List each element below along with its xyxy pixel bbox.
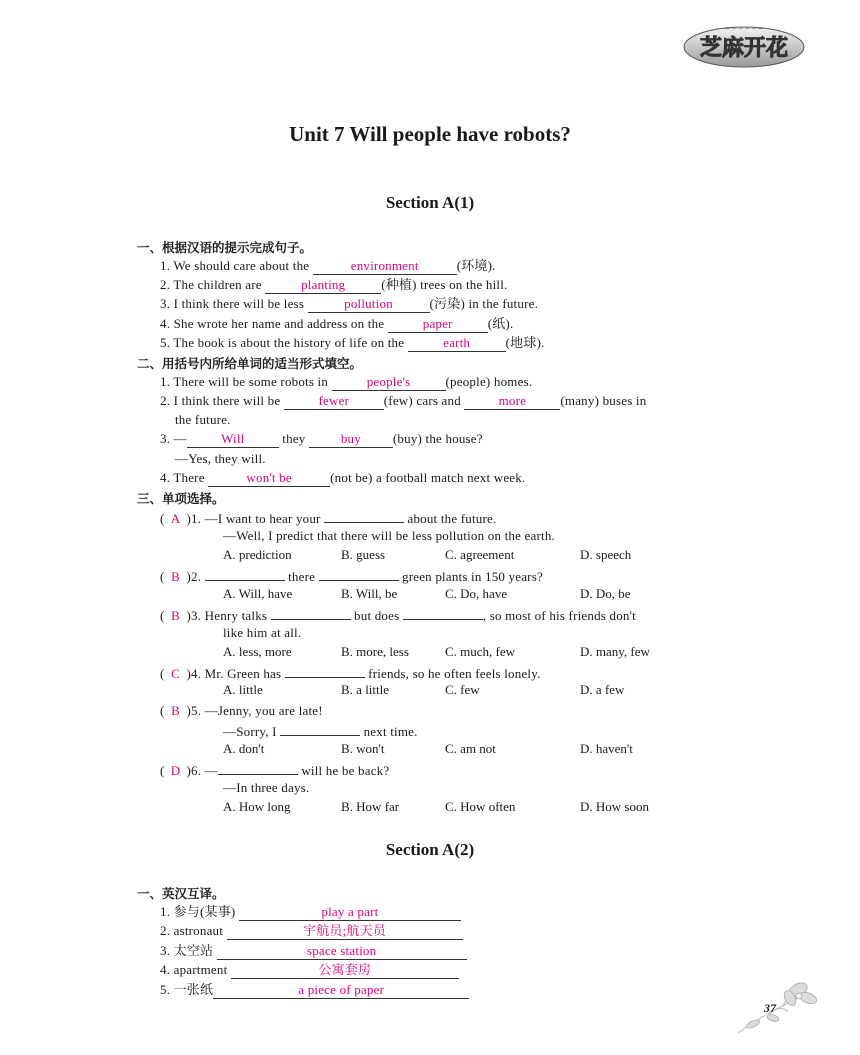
unit-title: Unit 7 Will people have robots? (289, 122, 571, 146)
option-c: C. few (445, 682, 480, 697)
option-d: D. haven't (580, 741, 633, 756)
option-b: B. Will, be (341, 586, 398, 601)
option-a: A. How long (223, 799, 291, 814)
translation-item-5: 5. 一张纸 a piece of paper (160, 981, 469, 999)
option-c: C. How often (445, 799, 516, 814)
answer-blank: play a part (239, 904, 461, 921)
mc-question-5: ( B )5. —Jenny, you are late! (160, 703, 323, 718)
part1-heading: 一、根据汉语的提示完成句子。 (137, 240, 313, 255)
answer-blank: space station (217, 943, 467, 960)
svg-text:芝麻开花: 芝麻开花 (699, 36, 789, 61)
mc-question-3: ( B )3. Henry talks but does , so most of his friends don't (160, 605, 636, 625)
answer-blank: more (464, 393, 560, 410)
page-number: 37 (764, 1001, 776, 1015)
part2-heading: 二、用括号内所给单词的适当形式填空。 (137, 356, 363, 371)
answer-blank: buy (309, 431, 393, 448)
choice-answer: B (171, 703, 180, 718)
option-d: D. How soon (580, 799, 649, 814)
p2-item-3: 3. — Will they buy (buy) the house? (160, 431, 483, 446)
mc-question-1: ( A )1. —I want to hear your about the future. (160, 508, 496, 528)
answer-blank: 宇航员;航天员 (227, 923, 463, 940)
option-b: B. more, less (341, 644, 409, 659)
option-a: A. prediction (223, 547, 292, 562)
translation-item-4: 4. apartment 公寓套房 (160, 961, 459, 979)
translation-item-1: 1. 参与(某事) play a part (160, 903, 461, 921)
option-a: A. little (223, 682, 263, 697)
choice-answer: B (171, 608, 180, 623)
option-a: A. Will, have (223, 586, 293, 601)
p1-item-4: 4. She wrote her name and address on the paper (纸). (160, 316, 514, 331)
mc-question-2: ( B )2. there green plants in 150 years? (160, 566, 543, 586)
option-d: D. Do, be (580, 586, 631, 601)
section-a1-title: Section A(1) (385, 193, 475, 212)
option-c: C. much, few (445, 644, 516, 659)
answer-blank: 公寓套房 (231, 962, 459, 979)
option-b: B. a little (341, 682, 390, 697)
answer-blank: earth (408, 335, 506, 352)
part3-heading: 三、单项选择。 (137, 491, 225, 506)
mc-question-1-line2: —Well, I predict that there will be less pollution on the earth. (223, 528, 555, 543)
choice-answer: B (171, 569, 180, 584)
svg-text:— — — — — —: — — — — — — (725, 26, 763, 32)
mc-question-4: ( C )4. Mr. Green has friends, so he often feels lonely. (160, 663, 541, 683)
section-a2-title: Section A(2) (385, 840, 475, 859)
option-b: B. won't (341, 741, 385, 756)
option-a: A. don't (223, 741, 265, 756)
answer-blank: fewer (284, 393, 384, 410)
p1-item-5: 5. The book is about the history of life on the earth (地球). (160, 335, 545, 350)
answer-blank: paper (388, 316, 488, 333)
answer-blank: won't be (208, 470, 330, 487)
p2-item-4: 4. There won't be (not be) a football match next week. (160, 470, 526, 485)
mc-question-6-line2: —In three days. (223, 780, 310, 795)
p2-item-1: 1. There will be some robots in people's (people) homes. (160, 374, 533, 389)
option-c: C. agreement (445, 547, 515, 562)
answer-blank: pollution (308, 296, 430, 313)
mc-question-3-line2: like him at all. (223, 625, 302, 640)
option-a: A. less, more (223, 644, 292, 659)
translation-item-2: 2. astronaut 宇航员;航天员 (160, 922, 463, 940)
p1-item-3: 3. I think there will be less pollution (污染) in the future. (160, 296, 539, 311)
choice-answer: A (170, 511, 181, 526)
floral-decoration-icon (728, 968, 828, 1038)
answer-blank: a piece of paper (213, 982, 469, 999)
option-d: D. speech (580, 547, 632, 562)
answer-blank: environment (313, 258, 457, 275)
p1-item-1: 1. We should care about the environment (环境). (160, 258, 496, 273)
mc-question-5-line2: —Sorry, I next time. (223, 721, 418, 741)
brand-logo (680, 20, 808, 70)
answer-blank: planting (265, 277, 381, 294)
option-d: D. a few (580, 682, 625, 697)
choice-answer: C (171, 666, 180, 681)
choice-answer: D (170, 763, 181, 778)
p1-item-2: 2. The children are planting (种植) trees on the hill. (160, 277, 508, 292)
answer-blank: people's (332, 374, 446, 391)
answer-blank: Will (187, 431, 279, 448)
option-b: B. How far (341, 799, 400, 814)
p2-item-3-reply: —Yes, they will. (175, 451, 266, 466)
option-c: C. am not (445, 741, 496, 756)
translation-item-3: 3. 太空站 space station (160, 942, 467, 960)
p2-item-2: 2. I think there will be fewer (few) cars and more (many) buses in (160, 393, 647, 408)
part4-heading: 一、英汉互译。 (137, 886, 225, 901)
p2-item-2-cont: the future. (175, 412, 231, 427)
option-d: D. many, few (580, 644, 650, 659)
option-b: B. guess (341, 547, 386, 562)
mc-question-6: ( D )6. — will he be back? (160, 760, 389, 780)
option-c: C. Do, have (445, 586, 508, 601)
